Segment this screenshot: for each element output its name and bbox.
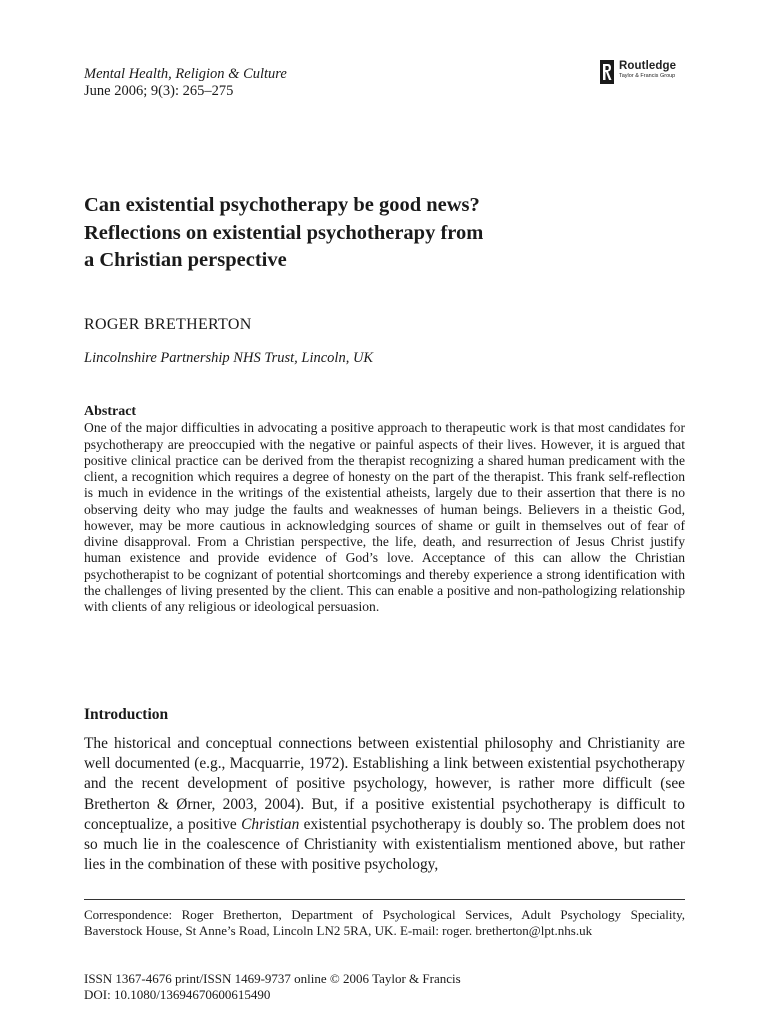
abstract-heading: Abstract bbox=[84, 404, 137, 419]
abstract-section bbox=[84, 404, 685, 615]
author-affiliation: Lincolnshire Partnership NHS Trust, Lincoln, UK bbox=[84, 350, 374, 366]
introduction-heading: Introduction bbox=[84, 706, 169, 723]
intro-text-part: The historical and conceptual connections between existential philosophy and Christianity are well documented (e.g., Macquarrie, 1972). Establishing a link between existential psychotherapy and the recent development of positive psychology, however, is rather more difficult (see Bretherton & Ørner, 2003, 2004). But, if a positive existential psychotherapy is difficult to conceptualize, a positive bbox=[84, 735, 685, 833]
routledge-r-logo-icon bbox=[600, 60, 614, 84]
publisher-name: Routledge bbox=[619, 60, 677, 72]
abstract-text: One of the major difficulties in advocating a positive approach to therapeutic work is that most candidates for psychotherapy are preoccupied with the negative or painful aspects of their lives. However, it is argued that positive clinical practice can be derived from the therapist recognizing a shared human predicament with the client, a recognition which requires a degree of honesty on the part of the therapist. This frank self-reflection is much in evidence in the writings of the existential atheists, largely due to their assertion that there is no observing deity who may judge the faults and weaknesses of human beings. Believers in a theistic God, however, may be more cautious in acknowledging sources of shame or guilt in themselves out of fear of divine disapproval. From a Christian perspective, the life, death, and resurrection of Jesus Christ justify human existence and provide evidence of God’s love. Acceptance of this can allow the Christian psychotherapist to be cognizant of potential shortcomings and thereby experience a strong identification with the challenges of living presented by the client. This can enable a positive and non-pathologizing relationship with clients of any religious or ideological persuasion. bbox=[84, 420, 685, 614]
doi-line: DOI: 10.1080/13694670600615490 bbox=[84, 987, 271, 1002]
title-line: a Christian perspective bbox=[84, 249, 287, 271]
correspondence-note: Correspondence: Roger Bretherton, Department of Psychological Services, Adult Psychology Speciality, Baverstock House, St Anne’s Road, Lincoln LN2 5RA, UK. E-mail: roger. bretherton@lpt.nhs.uk bbox=[84, 907, 685, 938]
author-name: ROGER BRETHERTON bbox=[84, 316, 252, 333]
issn-line: ISSN 1367-4676 print/ISSN 1469-9737 online © 2006 Taylor & Francis bbox=[84, 971, 461, 986]
intro-text-part: existential psychotherapy is doubly so. The problem does not so much lie in the coalescence of Christianity with existentialism mentioned above, but rather lies in the combination of these with positive psychology, bbox=[84, 815, 685, 874]
publication-footer bbox=[84, 971, 461, 1003]
publisher-group: Taylor & Francis Group bbox=[619, 73, 676, 79]
title-line: Can existential psychotherapy be good news? bbox=[84, 194, 480, 216]
footnote-divider bbox=[84, 899, 685, 900]
introduction-text bbox=[84, 734, 685, 875]
publisher-logo bbox=[600, 60, 676, 84]
intro-emphasis: Christian bbox=[241, 815, 300, 833]
journal-info bbox=[84, 66, 287, 100]
article-title bbox=[84, 192, 704, 275]
journal-issue: June 2006; 9(3): 265–275 bbox=[84, 83, 234, 99]
title-line: Reflections on existential psychotherapy from bbox=[84, 221, 484, 244]
journal-name: Mental Health, Religion & Culture bbox=[84, 66, 287, 82]
